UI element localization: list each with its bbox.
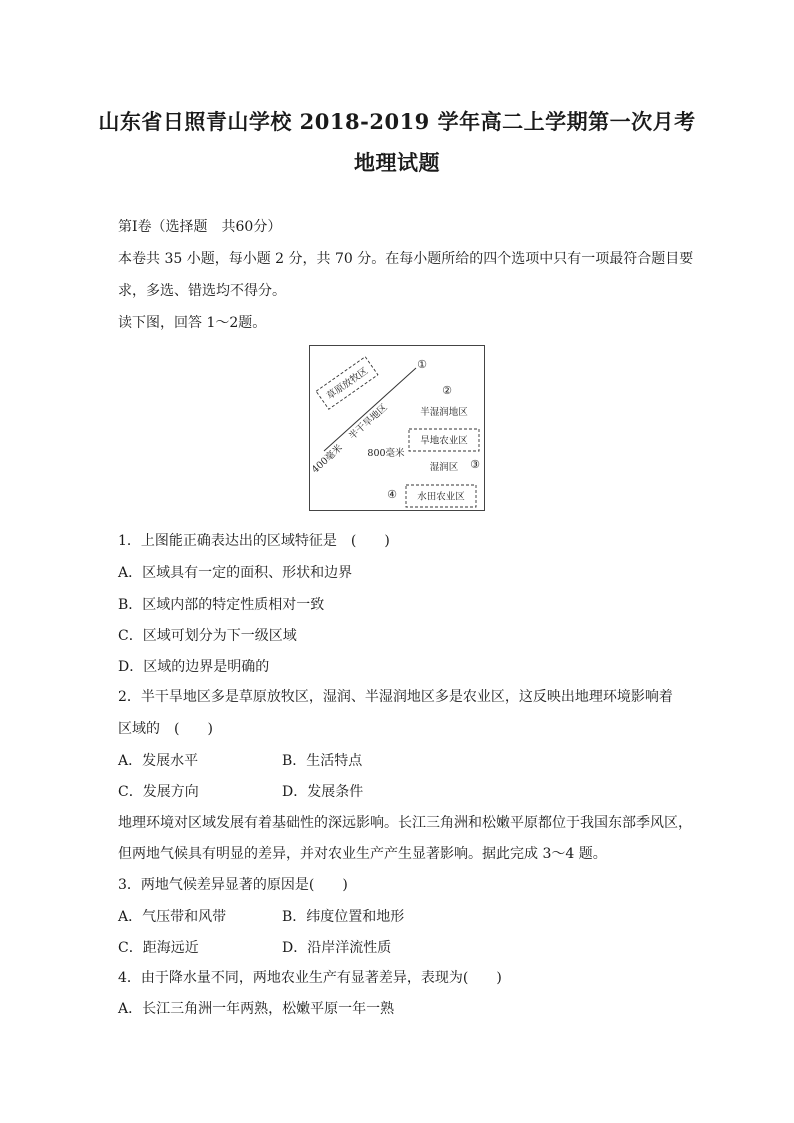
marker-1: ① (417, 358, 427, 371)
marker-2: ② (442, 384, 452, 397)
instructions-line1: 本卷共 35 小题，每小题 2 分，共 70 分。在每小题所给的四个选项中只有一项最符合题目要 (118, 251, 694, 267)
read-figure-prompt: 读下图，回答 1～2题。 (118, 315, 267, 331)
q2-option-a: A．发展水平 (118, 753, 199, 769)
q4-option-a: A．长江三角洲一年两熟，松嫩平原一年一熟 (118, 1001, 395, 1017)
q3-option-d: D．沿岸洋流性质 (282, 940, 392, 956)
instructions-line2: 求，多选、错选均不得分。 (118, 283, 286, 299)
q1-option-c: C．区域可划分为下一级区域 (118, 628, 297, 644)
passage-line1: 地理环境对区域发展有着基础性的深远影响。长江三角洲和松嫩平原都位于我国东部季风区， (118, 815, 692, 831)
q1-option-d: D．区域的边界是明确的 (118, 659, 270, 675)
q1-option-b: B．区域内部的特定性质相对一致 (118, 597, 325, 613)
q2-option-d: D．发展条件 (282, 784, 364, 800)
q3-option-b: B．纬度位置和地形 (282, 909, 405, 925)
marker-3: ③ (470, 458, 480, 471)
q1-option-a: A．区域具有一定的面积、形状和边界 (118, 565, 353, 581)
q3-option-c: C．距海远近 (118, 940, 199, 956)
label-semiarid: 半干旱地区 (346, 402, 390, 443)
label-800mm: 800毫米 (367, 448, 405, 459)
label-semihumid: 半湿润地区 (420, 407, 468, 418)
q4-stem: 4．由于降水量不同，两地农业生产有显著差异，表现为( ) (118, 970, 502, 986)
q2-stem-line1: 2．半干旱地区多是草原放牧区，湿润、半湿润地区多是农业区，这反映出地理环境影响着 (118, 689, 673, 705)
region-figure (309, 345, 485, 511)
doc-title-line2: 地理试题 (354, 150, 440, 175)
label-dryfarm: 旱地农业区 (420, 435, 468, 447)
q3-stem: 3．两地气候差异显著的原因是( ) (118, 877, 348, 893)
label-400mm: 400毫米 (310, 442, 345, 476)
section-heading: 第Ⅰ卷（选择题 共60分） (118, 219, 282, 235)
marker-4: ④ (387, 488, 397, 501)
doc-title-line1: 山东省日照青山学校 2018-2019 学年高二上学期第一次月考 (98, 109, 696, 134)
passage-line2: 但两地气候具有明显的差异，并对农业生产产生显著影响。据此完成 3～4 题。 (118, 846, 607, 862)
q1-stem: 1．上图能正确表达出的区域特征是 ( ) (118, 533, 390, 549)
label-humid: 湿润区 (429, 462, 459, 473)
q2-stem-line2: 区域的 ( ) (118, 721, 213, 737)
q2-option-b: B．生活特点 (282, 753, 363, 769)
q2-option-c: C．发展方向 (118, 784, 199, 800)
q3-option-a: A．气压带和风带 (118, 909, 227, 925)
region-figure-svg (310, 346, 486, 512)
label-grassland: 草原放牧区 (324, 365, 371, 402)
label-paddy: 水田农业区 (417, 491, 465, 503)
